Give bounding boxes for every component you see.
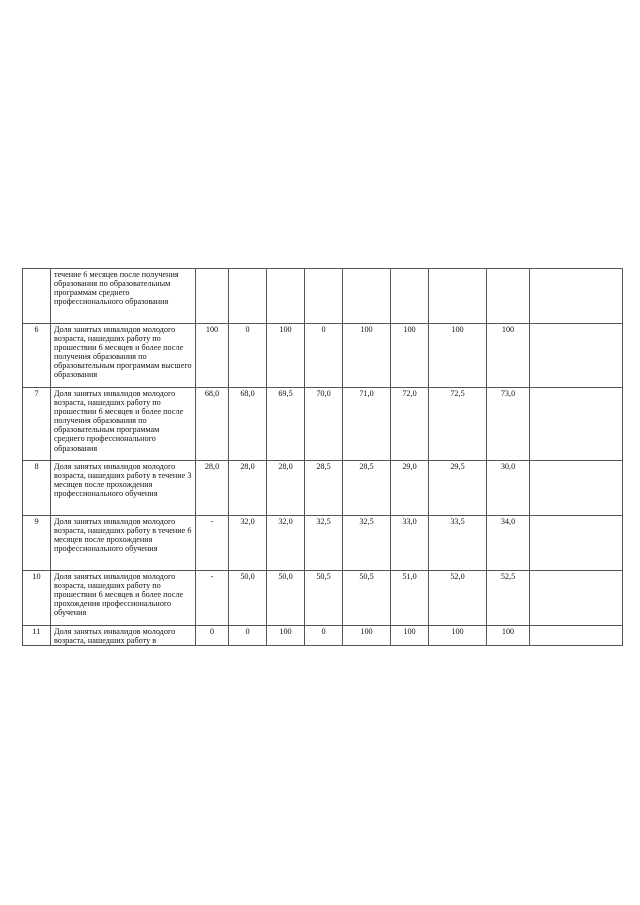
value-cell: 52,0 <box>429 571 487 626</box>
row-number: 9 <box>23 516 51 571</box>
value-cell: 72,5 <box>429 388 487 461</box>
empty-cell <box>530 571 623 626</box>
value-cell: 100 <box>429 324 487 388</box>
value-cell: 0 <box>196 626 229 646</box>
row-description: Доля занятых инвалидов молодого возраста, нашедших работу по прошествии 6 месяцев и более после получения образования по образовательным программам высшего образования <box>51 324 196 388</box>
value-cell: 72,0 <box>391 388 429 461</box>
value-cell: 100 <box>391 324 429 388</box>
empty-cell <box>530 324 623 388</box>
value-cell: 50,0 <box>267 571 305 626</box>
value-cell: 50,5 <box>305 571 343 626</box>
empty-cell <box>530 461 623 516</box>
empty-cell <box>530 269 623 324</box>
value-cell: 28,5 <box>305 461 343 516</box>
value-cell: 33,0 <box>391 516 429 571</box>
value-cell: 50,5 <box>343 571 391 626</box>
value-cell: 28,0 <box>267 461 305 516</box>
value-cell <box>391 269 429 324</box>
row-number: 11 <box>23 626 51 646</box>
value-cell: 100 <box>391 626 429 646</box>
value-cell: 32,0 <box>267 516 305 571</box>
value-cell: 28,0 <box>229 461 267 516</box>
row-description: Доля занятых инвалидов молодого возраста, нашедших работу в течение 6 месяцев после прохождения профессионального обучения <box>51 516 196 571</box>
row-number: 7 <box>23 388 51 461</box>
value-cell: 34,0 <box>487 516 530 571</box>
table-row <box>23 269 623 324</box>
value-cell: 32,5 <box>343 516 391 571</box>
table-row <box>23 324 623 388</box>
row-number <box>23 269 51 324</box>
value-cell: 70,0 <box>305 388 343 461</box>
table-row <box>23 516 623 571</box>
row-number: 8 <box>23 461 51 516</box>
indicators-table <box>22 268 623 646</box>
value-cell: 0 <box>305 626 343 646</box>
value-cell <box>229 269 267 324</box>
value-cell <box>267 269 305 324</box>
value-cell: 100 <box>267 626 305 646</box>
value-cell: 100 <box>196 324 229 388</box>
row-description: Доля занятых инвалидов молодого возраста, нашедших работу в течение 3 месяцев после прохождения профессионального обучения <box>51 461 196 516</box>
value-cell: 0 <box>305 324 343 388</box>
value-cell: 100 <box>487 626 530 646</box>
empty-cell <box>530 388 623 461</box>
value-cell: 68,0 <box>196 388 229 461</box>
table-row <box>23 571 623 626</box>
value-cell: 69,5 <box>267 388 305 461</box>
empty-cell <box>530 626 623 646</box>
row-description: Доля занятых инвалидов молодого возраста, нашедших работу по прошествии 6 месяцев и более после получения образования по образовательным программам среднего профессионального образования <box>51 388 196 461</box>
table-row <box>23 388 623 461</box>
row-description: Доля занятых инвалидов молодого возраста, нашедших работу в <box>51 626 196 646</box>
value-cell: 100 <box>429 626 487 646</box>
empty-cell <box>530 516 623 571</box>
table-row <box>23 461 623 516</box>
value-cell <box>343 269 391 324</box>
value-cell: 0 <box>229 324 267 388</box>
value-cell: 100 <box>343 626 391 646</box>
value-cell: 28,5 <box>343 461 391 516</box>
value-cell: - <box>196 516 229 571</box>
value-cell <box>429 269 487 324</box>
value-cell: 0 <box>229 626 267 646</box>
value-cell: 33,5 <box>429 516 487 571</box>
value-cell: 100 <box>267 324 305 388</box>
value-cell <box>196 269 229 324</box>
value-cell: 30,0 <box>487 461 530 516</box>
value-cell: 73,0 <box>487 388 530 461</box>
value-cell: 29,5 <box>429 461 487 516</box>
value-cell: 100 <box>487 324 530 388</box>
value-cell: 29,0 <box>391 461 429 516</box>
row-number: 6 <box>23 324 51 388</box>
value-cell: 71,0 <box>343 388 391 461</box>
value-cell: - <box>196 571 229 626</box>
value-cell: 50,0 <box>229 571 267 626</box>
table-row <box>23 626 623 646</box>
value-cell: 68,0 <box>229 388 267 461</box>
value-cell: 32,0 <box>229 516 267 571</box>
row-number: 10 <box>23 571 51 626</box>
value-cell: 32,5 <box>305 516 343 571</box>
value-cell: 52,5 <box>487 571 530 626</box>
value-cell <box>487 269 530 324</box>
value-cell: 100 <box>343 324 391 388</box>
row-description: Доля занятых инвалидов молодого возраста, нашедших работу по прошествии 6 месяцев и более после прохождения профессионального обучения <box>51 571 196 626</box>
value-cell: 51,0 <box>391 571 429 626</box>
value-cell: 28,0 <box>196 461 229 516</box>
value-cell <box>305 269 343 324</box>
row-description: течение 6 месяцев после получения образования по образовательным программам среднего профессионального образования <box>51 269 196 324</box>
